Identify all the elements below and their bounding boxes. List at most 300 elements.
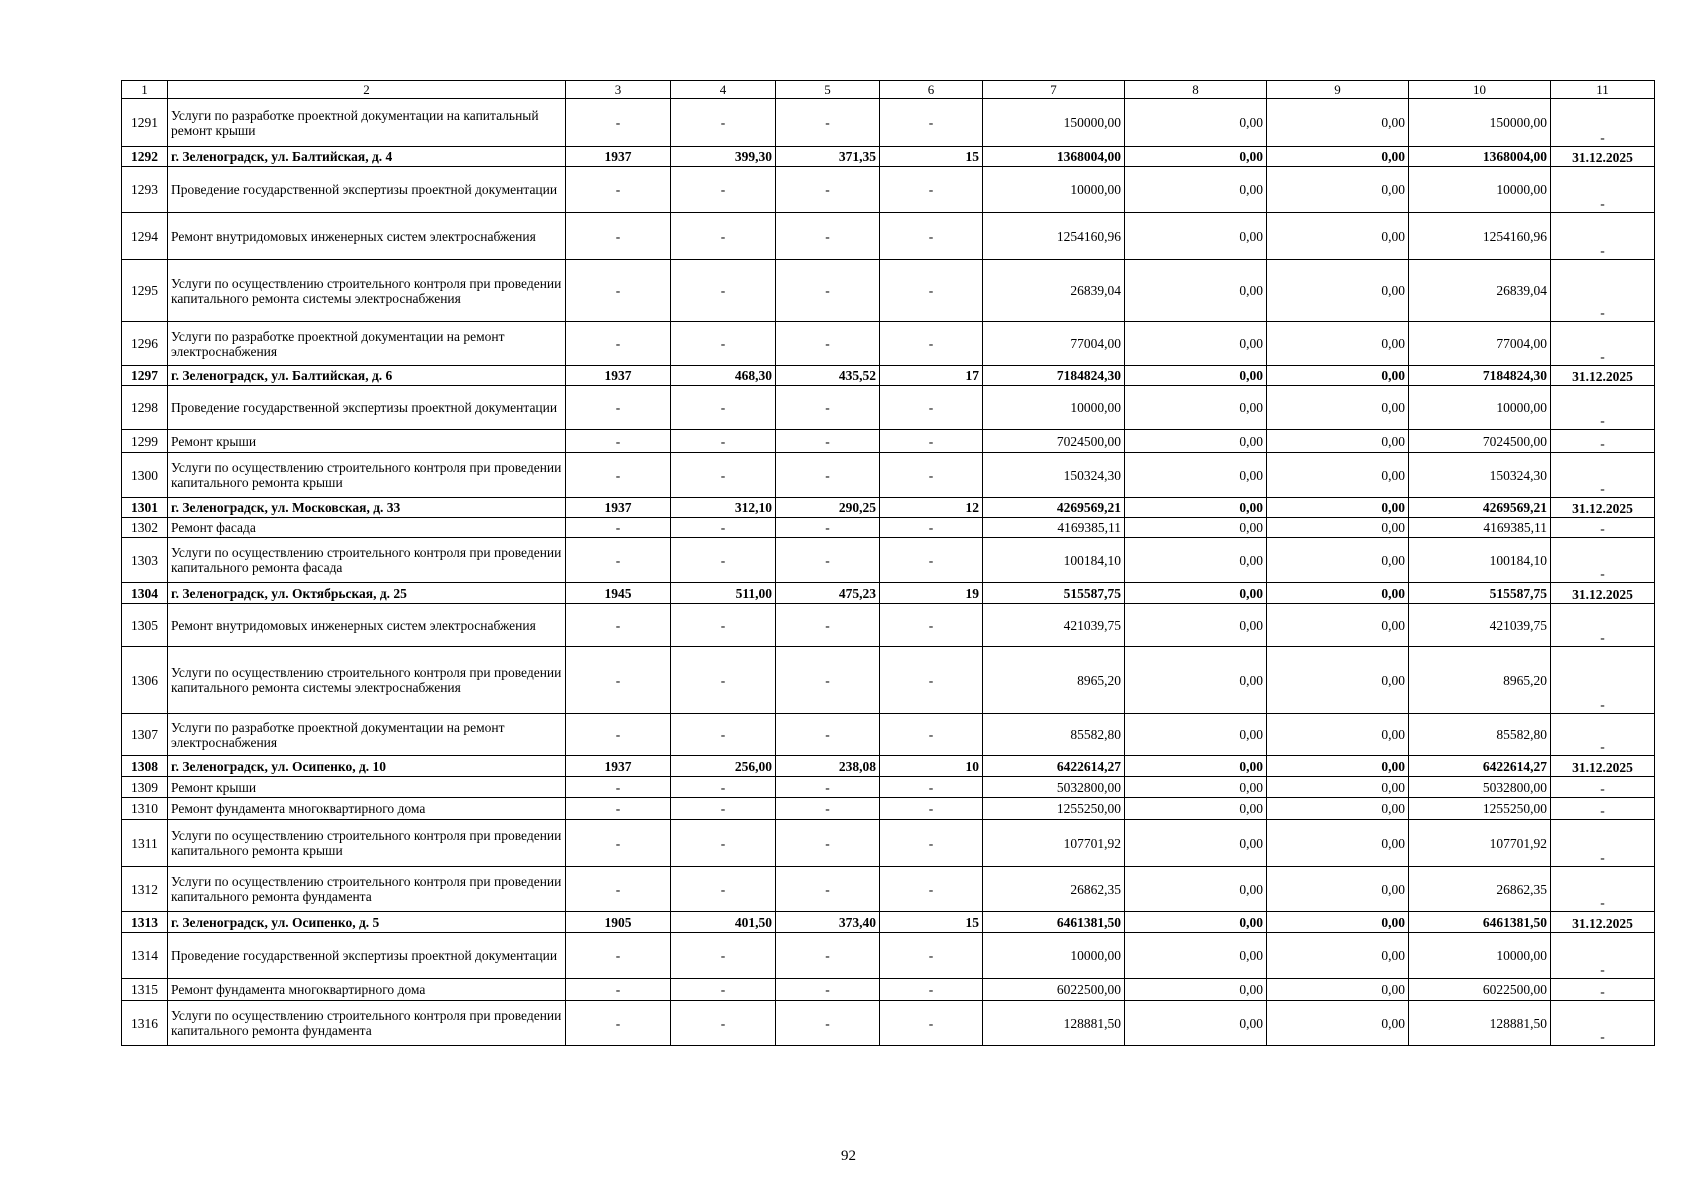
fund-owners-cell: 6422614,27 <box>1409 756 1551 777</box>
total-area-cell: - <box>671 1001 776 1046</box>
residents-cell: - <box>880 933 983 979</box>
residents-cell: - <box>880 99 983 147</box>
fund-regional-cell: 0,00 <box>1267 756 1409 777</box>
year-built-cell: - <box>566 430 671 453</box>
year-built-cell: - <box>566 386 671 430</box>
fund-federal-cell: 0,00 <box>1125 583 1267 604</box>
fund-regional-cell: 0,00 <box>1267 604 1409 647</box>
cost-total-cell: 6022500,00 <box>983 979 1125 1001</box>
row-number-cell: 1296 <box>122 322 168 366</box>
total-area-cell: 401,50 <box>671 912 776 933</box>
residents-cell: 12 <box>880 498 983 518</box>
completion-date-cell: - <box>1551 714 1655 756</box>
total-area-cell: - <box>671 714 776 756</box>
row-number-cell: 1311 <box>122 820 168 867</box>
fund-owners-cell: 26862,35 <box>1409 867 1551 912</box>
fund-federal-cell: 0,00 <box>1125 518 1267 538</box>
work-row <box>122 99 1655 147</box>
work-name-cell: Услуги по осуществлению строительного контроля при проведении капитального ремонта системы электроснабжения <box>168 260 566 322</box>
work-row <box>122 777 1655 798</box>
col-header: 11 <box>1551 81 1655 99</box>
cost-total-cell: 10000,00 <box>983 386 1125 430</box>
year-built-cell: - <box>566 867 671 912</box>
year-built-cell: 1937 <box>566 147 671 167</box>
col-header: 2 <box>168 81 566 99</box>
completion-date-cell: - <box>1551 1001 1655 1046</box>
fund-regional-cell: 0,00 <box>1267 322 1409 366</box>
work-name-cell: Услуги по осуществлению строительного контроля при проведении капитального ремонта крыши <box>168 453 566 498</box>
residents-cell: - <box>880 604 983 647</box>
fund-owners-cell: 4169385,11 <box>1409 518 1551 538</box>
fund-regional-cell: 0,00 <box>1267 430 1409 453</box>
work-row <box>122 647 1655 714</box>
work-name-cell: Услуги по осуществлению строительного контроля при проведении капитального ремонта фундамента <box>168 867 566 912</box>
fund-owners-cell: 1368004,00 <box>1409 147 1551 167</box>
works-table <box>121 80 1655 1046</box>
completion-date-cell: - <box>1551 647 1655 714</box>
completion-date-cell: - <box>1551 430 1655 453</box>
fund-federal-cell: 0,00 <box>1125 147 1267 167</box>
fund-owners-cell: 107701,92 <box>1409 820 1551 867</box>
living-area-cell: - <box>776 260 880 322</box>
work-name-cell: Ремонт внутридомовых инженерных систем электроснабжения <box>168 604 566 647</box>
living-area-cell: - <box>776 430 880 453</box>
fund-regional-cell: 0,00 <box>1267 979 1409 1001</box>
total-area-cell: 468,30 <box>671 366 776 386</box>
year-built-cell: - <box>566 322 671 366</box>
row-number-cell: 1294 <box>122 213 168 260</box>
living-area-cell: 373,40 <box>776 912 880 933</box>
fund-owners-cell: 10000,00 <box>1409 933 1551 979</box>
living-area-cell: 371,35 <box>776 147 880 167</box>
residents-cell: - <box>880 538 983 583</box>
year-built-cell: - <box>566 979 671 1001</box>
fund-regional-cell: 0,00 <box>1267 647 1409 714</box>
year-built-cell: 1945 <box>566 583 671 604</box>
fund-federal-cell: 0,00 <box>1125 647 1267 714</box>
cost-total-cell: 1368004,00 <box>983 147 1125 167</box>
cost-total-cell: 77004,00 <box>983 322 1125 366</box>
col-header: 1 <box>122 81 168 99</box>
residents-cell: - <box>880 167 983 213</box>
fund-federal-cell: 0,00 <box>1125 933 1267 979</box>
row-number-cell: 1303 <box>122 538 168 583</box>
work-row <box>122 798 1655 820</box>
cost-total-cell: 7024500,00 <box>983 430 1125 453</box>
cost-total-cell: 107701,92 <box>983 820 1125 867</box>
work-row <box>122 604 1655 647</box>
col-header: 5 <box>776 81 880 99</box>
completion-date-cell: - <box>1551 933 1655 979</box>
year-built-cell: - <box>566 820 671 867</box>
cost-total-cell: 1255250,00 <box>983 798 1125 820</box>
fund-owners-cell: 515587,75 <box>1409 583 1551 604</box>
work-name-cell: г. Зеленоградск, ул. Осипенко, д. 10 <box>168 756 566 777</box>
year-built-cell: 1937 <box>566 366 671 386</box>
work-name-cell: Проведение государственной экспертизы проектной документации <box>168 933 566 979</box>
living-area-cell: - <box>776 604 880 647</box>
total-area-cell: - <box>671 260 776 322</box>
col-header: 3 <box>566 81 671 99</box>
col-header: 8 <box>1125 81 1267 99</box>
fund-owners-cell: 10000,00 <box>1409 167 1551 213</box>
total-area-cell: - <box>671 213 776 260</box>
completion-date-cell: - <box>1551 604 1655 647</box>
col-header: 10 <box>1409 81 1551 99</box>
work-row <box>122 213 1655 260</box>
col-header: 9 <box>1267 81 1409 99</box>
work-row <box>122 714 1655 756</box>
fund-regional-cell: 0,00 <box>1267 518 1409 538</box>
residents-cell: - <box>880 453 983 498</box>
fund-regional-cell: 0,00 <box>1267 498 1409 518</box>
row-number-cell: 1292 <box>122 147 168 167</box>
row-number-cell: 1306 <box>122 647 168 714</box>
cost-total-cell: 10000,00 <box>983 167 1125 213</box>
row-number-cell: 1301 <box>122 498 168 518</box>
total-area-cell: - <box>671 538 776 583</box>
residents-cell: - <box>880 714 983 756</box>
fund-federal-cell: 0,00 <box>1125 167 1267 213</box>
table-body <box>122 81 1655 1046</box>
fund-owners-cell: 85582,80 <box>1409 714 1551 756</box>
fund-regional-cell: 0,00 <box>1267 99 1409 147</box>
cost-total-cell: 5032800,00 <box>983 777 1125 798</box>
completion-date-cell: 31.12.2025 <box>1551 366 1655 386</box>
work-name-cell: Услуги по осуществлению строительного контроля при проведении капитального ремонта фасада <box>168 538 566 583</box>
total-area-cell: - <box>671 867 776 912</box>
living-area-cell: - <box>776 647 880 714</box>
fund-federal-cell: 0,00 <box>1125 1001 1267 1046</box>
address-row <box>122 498 1655 518</box>
work-name-cell: Ремонт фундамента многоквартирного дома <box>168 979 566 1001</box>
row-number-cell: 1295 <box>122 260 168 322</box>
living-area-cell: - <box>776 798 880 820</box>
year-built-cell: - <box>566 604 671 647</box>
cost-total-cell: 150000,00 <box>983 99 1125 147</box>
total-area-cell: - <box>671 453 776 498</box>
completion-date-cell: - <box>1551 453 1655 498</box>
fund-federal-cell: 0,00 <box>1125 867 1267 912</box>
completion-date-cell: 31.12.2025 <box>1551 583 1655 604</box>
fund-regional-cell: 0,00 <box>1267 1001 1409 1046</box>
living-area-cell: - <box>776 820 880 867</box>
fund-regional-cell: 0,00 <box>1267 714 1409 756</box>
work-name-cell: Услуги по разработке проектной документации на капитальный ремонт крыши <box>168 99 566 147</box>
year-built-cell: 1937 <box>566 498 671 518</box>
fund-federal-cell: 0,00 <box>1125 777 1267 798</box>
residents-cell: - <box>880 518 983 538</box>
year-built-cell: - <box>566 167 671 213</box>
residents-cell: - <box>880 867 983 912</box>
work-name-cell: Проведение государственной экспертизы проектной документации <box>168 167 566 213</box>
fund-owners-cell: 150000,00 <box>1409 99 1551 147</box>
total-area-cell: - <box>671 820 776 867</box>
year-built-cell: - <box>566 777 671 798</box>
cost-total-cell: 6422614,27 <box>983 756 1125 777</box>
completion-date-cell: - <box>1551 518 1655 538</box>
row-number-cell: 1302 <box>122 518 168 538</box>
total-area-cell: - <box>671 99 776 147</box>
fund-federal-cell: 0,00 <box>1125 386 1267 430</box>
completion-date-cell: 31.12.2025 <box>1551 912 1655 933</box>
year-built-cell: - <box>566 1001 671 1046</box>
cost-total-cell: 6461381,50 <box>983 912 1125 933</box>
fund-regional-cell: 0,00 <box>1267 453 1409 498</box>
address-row <box>122 366 1655 386</box>
row-number-cell: 1308 <box>122 756 168 777</box>
total-area-cell: 312,10 <box>671 498 776 518</box>
column-number-row <box>122 81 1655 99</box>
completion-date-cell: - <box>1551 798 1655 820</box>
year-built-cell: - <box>566 933 671 979</box>
work-row <box>122 820 1655 867</box>
work-row <box>122 322 1655 366</box>
work-name-cell: Ремонт крыши <box>168 430 566 453</box>
fund-regional-cell: 0,00 <box>1267 260 1409 322</box>
year-built-cell: - <box>566 518 671 538</box>
row-number-cell: 1315 <box>122 979 168 1001</box>
total-area-cell: - <box>671 647 776 714</box>
cost-total-cell: 4169385,11 <box>983 518 1125 538</box>
work-name-cell: Ремонт фундамента многоквартирного дома <box>168 798 566 820</box>
year-built-cell: - <box>566 213 671 260</box>
total-area-cell: - <box>671 167 776 213</box>
completion-date-cell: - <box>1551 99 1655 147</box>
total-area-cell: - <box>671 322 776 366</box>
fund-federal-cell: 0,00 <box>1125 322 1267 366</box>
total-area-cell: - <box>671 933 776 979</box>
residents-cell: 19 <box>880 583 983 604</box>
col-header: 6 <box>880 81 983 99</box>
fund-regional-cell: 0,00 <box>1267 386 1409 430</box>
living-area-cell: 435,52 <box>776 366 880 386</box>
year-built-cell: 1937 <box>566 756 671 777</box>
completion-date-cell: - <box>1551 322 1655 366</box>
address-row <box>122 756 1655 777</box>
fund-federal-cell: 0,00 <box>1125 756 1267 777</box>
fund-federal-cell: 0,00 <box>1125 453 1267 498</box>
fund-owners-cell: 77004,00 <box>1409 322 1551 366</box>
completion-date-cell: - <box>1551 167 1655 213</box>
living-area-cell: - <box>776 453 880 498</box>
total-area-cell: - <box>671 386 776 430</box>
living-area-cell: - <box>776 979 880 1001</box>
living-area-cell: - <box>776 867 880 912</box>
work-row <box>122 867 1655 912</box>
completion-date-cell: 31.12.2025 <box>1551 756 1655 777</box>
living-area-cell: - <box>776 777 880 798</box>
row-number-cell: 1310 <box>122 798 168 820</box>
cost-total-cell: 26862,35 <box>983 867 1125 912</box>
cost-total-cell: 26839,04 <box>983 260 1125 322</box>
fund-owners-cell: 26839,04 <box>1409 260 1551 322</box>
fund-regional-cell: 0,00 <box>1267 538 1409 583</box>
living-area-cell: - <box>776 933 880 979</box>
residents-cell: - <box>880 979 983 1001</box>
work-name-cell: Услуги по разработке проектной документации на ремонт электроснабжения <box>168 714 566 756</box>
row-number-cell: 1313 <box>122 912 168 933</box>
work-name-cell: г. Зеленоградск, ул. Балтийская, д. 6 <box>168 366 566 386</box>
living-area-cell: - <box>776 538 880 583</box>
residents-cell: - <box>880 386 983 430</box>
residents-cell: - <box>880 777 983 798</box>
fund-owners-cell: 150324,30 <box>1409 453 1551 498</box>
residents-cell: - <box>880 647 983 714</box>
cost-total-cell: 10000,00 <box>983 933 1125 979</box>
total-area-cell: - <box>671 979 776 1001</box>
residents-cell: - <box>880 820 983 867</box>
fund-regional-cell: 0,00 <box>1267 213 1409 260</box>
total-area-cell: 256,00 <box>671 756 776 777</box>
row-number-cell: 1309 <box>122 777 168 798</box>
year-built-cell: - <box>566 647 671 714</box>
residents-cell: - <box>880 213 983 260</box>
work-name-cell: Ремонт крыши <box>168 777 566 798</box>
fund-federal-cell: 0,00 <box>1125 798 1267 820</box>
living-area-cell: 238,08 <box>776 756 880 777</box>
total-area-cell: - <box>671 518 776 538</box>
address-row <box>122 912 1655 933</box>
address-row <box>122 147 1655 167</box>
row-number-cell: 1316 <box>122 1001 168 1046</box>
row-number-cell: 1307 <box>122 714 168 756</box>
living-area-cell: - <box>776 518 880 538</box>
fund-regional-cell: 0,00 <box>1267 912 1409 933</box>
total-area-cell: - <box>671 777 776 798</box>
row-number-cell: 1305 <box>122 604 168 647</box>
fund-federal-cell: 0,00 <box>1125 366 1267 386</box>
fund-owners-cell: 4269569,21 <box>1409 498 1551 518</box>
fund-federal-cell: 0,00 <box>1125 979 1267 1001</box>
year-built-cell: - <box>566 99 671 147</box>
living-area-cell: - <box>776 167 880 213</box>
fund-regional-cell: 0,00 <box>1267 366 1409 386</box>
completion-date-cell: - <box>1551 386 1655 430</box>
fund-regional-cell: 0,00 <box>1267 820 1409 867</box>
col-header: 7 <box>983 81 1125 99</box>
fund-federal-cell: 0,00 <box>1125 714 1267 756</box>
residents-cell: - <box>880 1001 983 1046</box>
cost-total-cell: 85582,80 <box>983 714 1125 756</box>
year-built-cell: 1905 <box>566 912 671 933</box>
fund-regional-cell: 0,00 <box>1267 867 1409 912</box>
fund-owners-cell: 100184,10 <box>1409 538 1551 583</box>
cost-total-cell: 515587,75 <box>983 583 1125 604</box>
fund-owners-cell: 7024500,00 <box>1409 430 1551 453</box>
work-row <box>122 430 1655 453</box>
fund-owners-cell: 6022500,00 <box>1409 979 1551 1001</box>
fund-federal-cell: 0,00 <box>1125 213 1267 260</box>
fund-owners-cell: 10000,00 <box>1409 386 1551 430</box>
fund-owners-cell: 5032800,00 <box>1409 777 1551 798</box>
cost-total-cell: 4269569,21 <box>983 498 1125 518</box>
fund-federal-cell: 0,00 <box>1125 260 1267 322</box>
fund-regional-cell: 0,00 <box>1267 583 1409 604</box>
work-row <box>122 1001 1655 1046</box>
address-row <box>122 583 1655 604</box>
row-number-cell: 1314 <box>122 933 168 979</box>
living-area-cell: - <box>776 213 880 260</box>
fund-regional-cell: 0,00 <box>1267 798 1409 820</box>
work-name-cell: Ремонт фасада <box>168 518 566 538</box>
work-name-cell: Услуги по осуществлению строительного контроля при проведении капитального ремонта фундамента <box>168 1001 566 1046</box>
row-number-cell: 1312 <box>122 867 168 912</box>
work-name-cell: Проведение государственной экспертизы проектной документации <box>168 386 566 430</box>
fund-federal-cell: 0,00 <box>1125 430 1267 453</box>
work-name-cell: г. Зеленоградск, ул. Московская, д. 33 <box>168 498 566 518</box>
year-built-cell: - <box>566 453 671 498</box>
fund-federal-cell: 0,00 <box>1125 99 1267 147</box>
residents-cell: 15 <box>880 912 983 933</box>
work-name-cell: г. Зеленоградск, ул. Октябрьская, д. 25 <box>168 583 566 604</box>
work-row <box>122 453 1655 498</box>
year-built-cell: - <box>566 798 671 820</box>
fund-owners-cell: 1255250,00 <box>1409 798 1551 820</box>
row-number-cell: 1300 <box>122 453 168 498</box>
completion-date-cell: - <box>1551 867 1655 912</box>
fund-owners-cell: 128881,50 <box>1409 1001 1551 1046</box>
year-built-cell: - <box>566 538 671 583</box>
completion-date-cell: - <box>1551 777 1655 798</box>
fund-federal-cell: 0,00 <box>1125 538 1267 583</box>
completion-date-cell: - <box>1551 260 1655 322</box>
work-name-cell: Услуги по осуществлению строительного контроля при проведении капитального ремонта системы электроснабжения <box>168 647 566 714</box>
fund-owners-cell: 421039,75 <box>1409 604 1551 647</box>
work-row <box>122 386 1655 430</box>
col-header: 4 <box>671 81 776 99</box>
work-name-cell: г. Зеленоградск, ул. Осипенко, д. 5 <box>168 912 566 933</box>
work-row <box>122 933 1655 979</box>
work-row <box>122 979 1655 1001</box>
completion-date-cell: - <box>1551 538 1655 583</box>
fund-owners-cell: 6461381,50 <box>1409 912 1551 933</box>
residents-cell: 10 <box>880 756 983 777</box>
fund-regional-cell: 0,00 <box>1267 777 1409 798</box>
cost-total-cell: 7184824,30 <box>983 366 1125 386</box>
cost-total-cell: 8965,20 <box>983 647 1125 714</box>
living-area-cell: - <box>776 1001 880 1046</box>
fund-owners-cell: 7184824,30 <box>1409 366 1551 386</box>
fund-federal-cell: 0,00 <box>1125 912 1267 933</box>
residents-cell: - <box>880 260 983 322</box>
row-number-cell: 1298 <box>122 386 168 430</box>
fund-regional-cell: 0,00 <box>1267 147 1409 167</box>
year-built-cell: - <box>566 714 671 756</box>
row-number-cell: 1291 <box>122 99 168 147</box>
work-name-cell: Услуги по осуществлению строительного контроля при проведении капитального ремонта крыши <box>168 820 566 867</box>
total-area-cell: 511,00 <box>671 583 776 604</box>
completion-date-cell: 31.12.2025 <box>1551 498 1655 518</box>
residents-cell: - <box>880 322 983 366</box>
completion-date-cell: - <box>1551 820 1655 867</box>
cost-total-cell: 128881,50 <box>983 1001 1125 1046</box>
living-area-cell: - <box>776 99 880 147</box>
total-area-cell: - <box>671 798 776 820</box>
fund-regional-cell: 0,00 <box>1267 933 1409 979</box>
completion-date-cell: - <box>1551 979 1655 1001</box>
work-row <box>122 260 1655 322</box>
cost-total-cell: 150324,30 <box>983 453 1125 498</box>
living-area-cell: - <box>776 322 880 366</box>
row-number-cell: 1297 <box>122 366 168 386</box>
cost-total-cell: 1254160,96 <box>983 213 1125 260</box>
fund-federal-cell: 0,00 <box>1125 498 1267 518</box>
work-row <box>122 538 1655 583</box>
total-area-cell: - <box>671 430 776 453</box>
total-area-cell: 399,30 <box>671 147 776 167</box>
work-name-cell: Услуги по разработке проектной документации на ремонт электроснабжения <box>168 322 566 366</box>
